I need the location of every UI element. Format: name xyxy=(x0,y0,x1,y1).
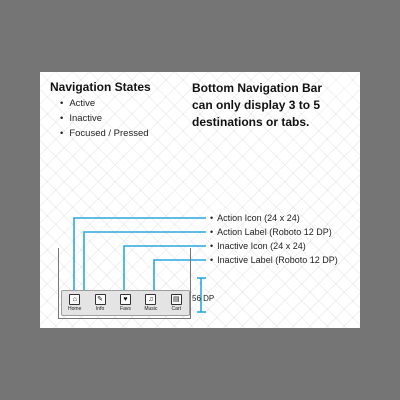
state-item: • Inactive xyxy=(60,111,149,126)
callout-action-label: • Action Label (Roboto 12 DP) xyxy=(210,228,338,242)
nav-item-favs[interactable] xyxy=(114,294,136,312)
info-icon: ✎ xyxy=(95,294,106,305)
heart-icon: ♥ xyxy=(120,294,131,305)
destinations-note: Bottom Navigation Bar can only display 3 to 5 destinations or tabs. xyxy=(192,81,323,129)
callout-inactive-label: • Inactive Label (Roboto 12 DP) xyxy=(210,256,338,270)
height-dimension-label: 56 DP xyxy=(192,294,215,303)
nav-label-music: Music xyxy=(144,306,158,312)
callout-list xyxy=(210,214,338,270)
home-icon: ⌂ xyxy=(69,294,80,305)
navigation-states-title: Navigation States xyxy=(50,80,151,94)
nav-label-home: Home xyxy=(68,306,82,312)
state-item: • Active xyxy=(60,96,149,111)
nav-item-cart[interactable] xyxy=(165,294,187,312)
nav-item-home[interactable] xyxy=(64,294,86,312)
nav-label-favs: Favs xyxy=(120,306,131,312)
diagram-card xyxy=(40,72,360,328)
nav-item-music[interactable] xyxy=(140,294,162,312)
nav-label-cart: Cart xyxy=(171,306,181,312)
bottom-navigation-bar xyxy=(61,290,190,316)
cart-icon: ▤ xyxy=(171,294,182,305)
callout-action-icon: • Action Icon (24 x 24) xyxy=(210,214,338,228)
state-item: • Focused / Pressed xyxy=(60,126,149,141)
nav-label-info: Info xyxy=(95,306,105,312)
nav-item-info[interactable] xyxy=(89,294,111,312)
music-icon: ♫ xyxy=(145,294,156,305)
callout-inactive-icon: • Inactive Icon (24 x 24) xyxy=(210,242,338,256)
